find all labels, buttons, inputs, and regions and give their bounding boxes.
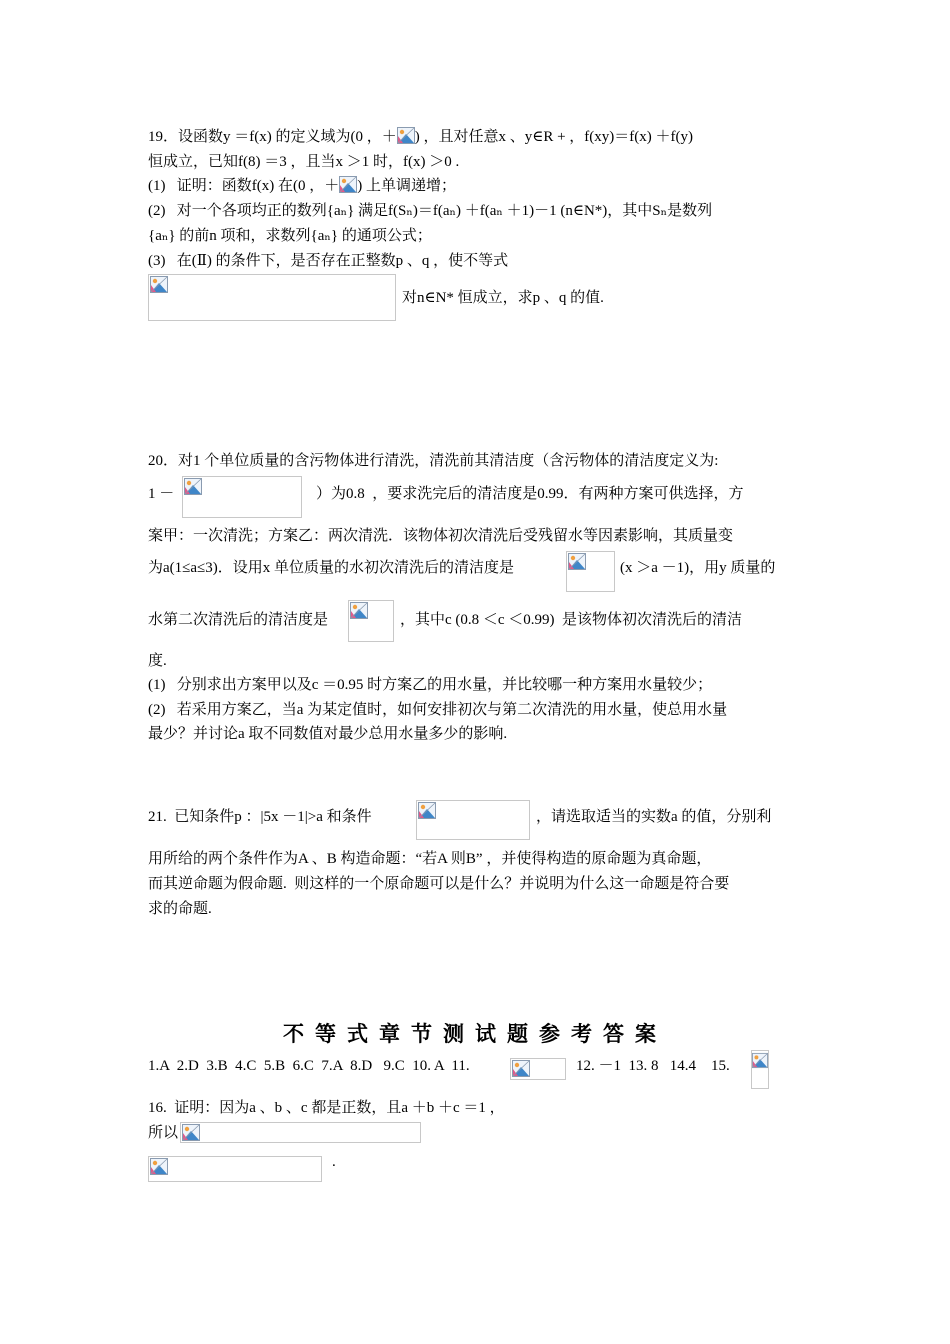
q20-text: 最少？并讨论a 取不同数值对最少总用水量多少的影响. xyxy=(148,726,508,742)
q21-text: 而其逆命题为假命题. 则这样的一个原命题可以是什么？并说明为什么这一命题是符合要 xyxy=(148,876,730,892)
q19-line-1 xyxy=(148,127,693,147)
q20-line-1 xyxy=(148,451,718,471)
broken-image-icon xyxy=(182,1124,200,1141)
answers-row-1b xyxy=(576,1056,730,1076)
formula-image xyxy=(416,800,530,840)
q16-line-3 xyxy=(332,1152,336,1172)
formula-image xyxy=(148,1156,322,1182)
q20-text: 度. xyxy=(148,653,167,669)
broken-image-icon xyxy=(512,1060,530,1077)
q20-text: 为a(1≤a≤3)．设用x 单位质量的水初次清洗后的清洁度是 xyxy=(148,560,515,576)
q19-line-6 xyxy=(148,251,508,271)
q21-line-1b xyxy=(536,807,771,827)
q19-text: {aₙ} 的前n 项和，求数列{aₙ} 的通项公式； xyxy=(148,228,432,244)
q19-text: 恒成立，已知f(8) ＝3 ，且当x ＞1 时，f(x) ＞0 . xyxy=(148,154,460,170)
broken-image-icon xyxy=(150,1158,168,1175)
q19-line-4 xyxy=(148,201,712,221)
q19-line-3 xyxy=(148,176,456,196)
broken-image-icon xyxy=(184,478,202,495)
formula-image xyxy=(180,1122,421,1143)
q20-line-5a xyxy=(148,610,328,630)
q20-text: (2) 若采用方案乙，当a 为某定值时，如何安排初次与第二次清洗的用水量，使总用水量 xyxy=(148,702,728,718)
q20-line-6 xyxy=(148,651,167,671)
q20-line-5b xyxy=(400,610,742,630)
formula-image xyxy=(510,1058,566,1080)
q20-line-4a xyxy=(148,558,514,578)
formula-image xyxy=(566,551,615,592)
q19-text: 19．设函数y ＝f(x) 的定义域为(0 ，＋ xyxy=(148,129,397,145)
q20-line-2b xyxy=(316,484,744,504)
formula-image xyxy=(148,274,396,321)
q19-line-2 xyxy=(148,152,459,172)
q20-text: 水第二次清洗后的清洁度是 xyxy=(148,612,329,628)
answers-text: 12. －1 13. 8 14.4 15. xyxy=(576,1058,730,1074)
q21-line-3 xyxy=(148,874,729,894)
broken-image-icon xyxy=(397,127,415,144)
broken-image-icon xyxy=(568,553,586,570)
answers-row-1a xyxy=(148,1056,470,1076)
q20-text: (1) 分别求出方案甲以及c ＝0.95 时方案乙的用水量，并比较哪一种方案用水量较少； xyxy=(148,677,713,693)
q21-text: ，请选取适当的实数a 的值，分别利 xyxy=(536,809,772,825)
formula-image xyxy=(751,1050,769,1089)
answers-text: . xyxy=(332,1154,336,1170)
q20-text: ，其中c (0.8 ＜c ＜0.99) 是该物体初次清洗后的清洁 xyxy=(400,612,743,628)
q19-text: 对n∈N* 恒成立，求p 、q 的值. xyxy=(402,290,604,306)
broken-image-icon xyxy=(150,276,168,293)
answers-text: 1.A 2.D 3.B 4.C 5.B 6.C 7.A 8.D 9.C 10. A 11. xyxy=(148,1058,470,1074)
q20-line-9 xyxy=(148,724,507,744)
q20-line-3 xyxy=(148,526,733,546)
q20-text: 1 － xyxy=(148,486,175,502)
q16-line-1 xyxy=(148,1098,505,1118)
broken-image-icon xyxy=(418,802,436,819)
answers-text: 所以 xyxy=(148,1125,179,1141)
q20-text: ）为0.8 ，要求洗完后的清洁度是0.99．有两种方案可供选择，方 xyxy=(316,486,744,502)
broken-image-icon xyxy=(339,176,357,193)
q19-text: + ，f(xy)＝f(x) ＋f(y) xyxy=(557,129,694,145)
q19-text: ) ，且对任意x 、y∈R xyxy=(414,129,554,145)
q20-line-2a xyxy=(148,484,174,504)
q21-line-1a xyxy=(148,807,372,827)
q21-text: 求的命题. xyxy=(148,901,212,917)
q19-text: (1) 证明：函数f(x) 在(0 ，＋ xyxy=(148,178,340,194)
q20-line-8 xyxy=(148,700,727,720)
q21-text: 用所给的两个条件作为A 、B 构造命题：“若A 则B” ，并使得构造的原命题为真命题， xyxy=(148,851,712,867)
answers-title: 不等式章节测试题参考答案 xyxy=(283,1022,667,1046)
formula-image xyxy=(182,476,302,518)
q21-line-4 xyxy=(148,899,212,919)
broken-image-icon xyxy=(752,1052,768,1069)
q21-line-2 xyxy=(148,849,711,869)
q19-text: (3) 在(Ⅱ) 的条件下，是否存在正整数p 、q ，使不等式 xyxy=(148,253,509,269)
q20-text: 20．对1 个单位质量的含污物体进行清洗，清洗前其清洁度（含污物体的清洁度定义为: xyxy=(148,453,719,469)
q20-line-4b xyxy=(620,558,775,578)
answers-text: 16. 证明：因为a 、b 、c 都是正数，且a ＋b ＋c ＝1 ， xyxy=(148,1100,505,1116)
formula-image xyxy=(348,600,394,642)
q21-text: 21. 已知条件p ：|5x －1|>a 和条件 xyxy=(148,809,372,825)
q19-line-7 xyxy=(402,288,604,308)
q16-line-2 xyxy=(148,1123,178,1143)
q20-text: 案甲：一次清洗；方案乙：两次清洗．该物体初次清洗后受残留水等因素影响，其质量变 xyxy=(148,528,734,544)
q19-line-5 xyxy=(148,226,432,246)
q20-line-7 xyxy=(148,675,712,695)
broken-image-icon xyxy=(350,602,368,619)
q20-text: (x ＞a －1)，用y 质量的 xyxy=(620,560,776,576)
q19-text: ) 上单调递增； xyxy=(357,178,456,194)
q19-text: (2) 对一个各项均正的数列{aₙ} 满足f(Sₙ)＝f(aₙ) ＋f(aₙ ＋1)－1 (n∈N*)，其中Sₙ是数列 xyxy=(148,203,713,219)
